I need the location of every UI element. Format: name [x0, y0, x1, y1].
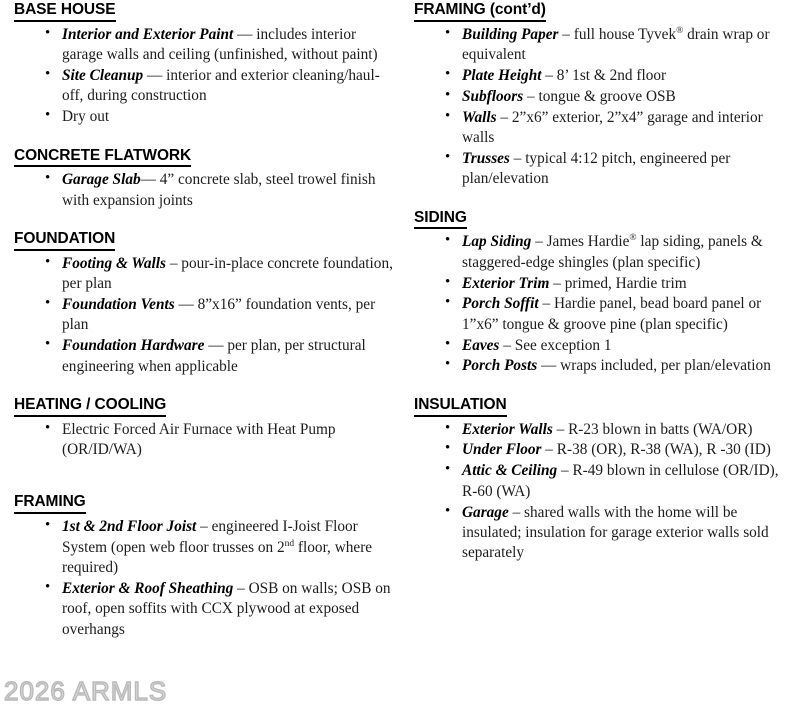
spec-list-item [14, 420, 394, 461]
section-spacer [414, 194, 794, 208]
spec-list-item: • Interior and Exterior Paint — includes interior garage walls and ceiling (unfinished, without paint) [14, 25, 394, 66]
spec-item-label: Foundation Vents [62, 296, 175, 314]
spec-item-text: wraps included, per plan/elevation [560, 357, 771, 375]
spec-item-label: Plate Height [462, 67, 542, 85]
spec-item-text: R-38 (OR), R-38 (WA), R -30 (ID) [556, 441, 771, 459]
spec-list [14, 170, 394, 211]
spec-item-text: James Hardie [546, 233, 630, 251]
spec-item-label: Garage [462, 503, 509, 521]
spec-list-item: • Exterior Trim – primed, Hardie trim [414, 274, 794, 294]
spec-list-item: • Exterior Walls – R-23 blown in batts (WA/OR) [414, 420, 794, 440]
spec-item-label: Walls [462, 108, 497, 126]
spec-item-text: shared walls with the home will be insulated; insulation for garage exterior walls sold separately [462, 503, 769, 562]
section-heading: FRAMING (cont’d) [414, 0, 546, 22]
spec-list [14, 420, 394, 461]
spec-item-label: Attic & Ceiling [462, 462, 558, 480]
spec-list-item: • 1st & 2nd Floor Joist – engineered I-Joist Floor System (open web floor trusses on 2nd floor, where required) [14, 517, 394, 578]
spec-item-label: 1st & 2nd Floor Joist [62, 518, 197, 536]
spec-item-text: Hardie panel, bead board panel or 1”x6” tongue & groove pine (plan specific) [462, 295, 762, 333]
spec-list-item: • Trusses – typical 4:12 pitch, engineered per plan/elevation [414, 149, 794, 190]
spec-item-label: Garage Slab [62, 171, 141, 189]
spec-item-text: OSB on walls; OSB on roof, open soffits with CCX plywood at exposed overhangs [62, 579, 391, 638]
spec-list-item: • Garage Slab— 4” concrete slab, steel trowel finish with expansion joints [14, 170, 394, 211]
spec-list-item: • Plate Height – 8’ 1st & 2nd floor [414, 66, 794, 86]
spec-item-text: primed, Hardie trim [564, 274, 687, 292]
spec-list [14, 517, 394, 640]
spec-item-text: tongue & groove OSB [538, 87, 676, 105]
spec-list-item: • Lap Siding – James Hardie® lap siding, panels & staggered-edge shingles (plan specific) [414, 232, 794, 273]
spec-item-label: Lap Siding [462, 233, 532, 251]
spec-item-text: See exception 1 [514, 336, 612, 354]
spec-list [414, 420, 794, 564]
section [14, 229, 394, 377]
spec-list-item: • Garage – shared walls with the home will be insulated; insulation for garage exterior walls sold separately [414, 503, 794, 564]
spec-list [14, 25, 394, 128]
section-spacer [414, 381, 794, 395]
section-spacer [14, 132, 394, 146]
spec-item-text-cont: drain wrap or equivalent [462, 25, 770, 64]
spec-item-label: Footing & Walls [62, 254, 166, 272]
section [414, 395, 794, 564]
spec-item-label: Trusses [462, 149, 510, 167]
spec-item-label: Building Paper [462, 25, 559, 43]
spec-list-item: • Foundation Hardware — per plan, per structural engineering when applicable [14, 336, 394, 377]
spec-list-item: • Attic & Ceiling – R-49 blown in cellulose (OR/ID), R-60 (WA) [414, 461, 794, 502]
spec-list [414, 232, 794, 376]
spec-item-text: Dry out [62, 108, 110, 126]
spec-item-text: R-49 blown in cellulose (OR/ID), R-60 (WA) [462, 462, 779, 500]
section [14, 395, 394, 461]
armls-watermark: 2026 ARMLS [4, 676, 168, 706]
section-heading: SIDING [414, 208, 467, 230]
spec-item-text: R-23 blown in batts (WA/OR) [568, 420, 753, 438]
left-column [14, 0, 394, 644]
section-heading: BASE HOUSE [14, 0, 116, 22]
spec-item-label: Exterior Walls [462, 420, 553, 438]
section [14, 0, 394, 128]
section [414, 208, 794, 377]
registered-trademark-icon: ® [676, 25, 684, 36]
spec-list-item: • Under Floor – R-38 (OR), R-38 (WA), R -30 (ID) [414, 440, 794, 460]
spec-item-text: per plan, per structural engineering when applicable [62, 337, 366, 375]
section [414, 0, 794, 190]
section-heading: INSULATION [414, 395, 507, 417]
section-spacer [14, 464, 394, 492]
spec-item-text: Electric Forced Air Furnace with Heat Pump (OR/ID/WA) [62, 420, 336, 459]
spec-item-label: Site Cleanup [62, 67, 144, 85]
spec-list-item: • Footing & Walls – pour-in-place concrete foundation, per plan [14, 254, 394, 295]
spec-list [14, 254, 394, 377]
spec-item-label: Foundation Hardware [62, 337, 205, 355]
spec-list-item: • Building Paper – full house Tyvek® drain wrap or equivalent [414, 25, 794, 66]
spec-item-label: Porch Posts [462, 357, 538, 375]
spec-item-label: Exterior & Roof Sheathing [62, 579, 234, 597]
ordinal-suffix: nd [284, 538, 295, 549]
section [14, 146, 394, 212]
spec-list [414, 25, 794, 190]
section [14, 492, 394, 639]
spec-list-item: • Walls – 2”x6” exterior, 2”x4” garage and interior walls [414, 108, 794, 149]
spec-list-item: • Foundation Vents — 8”x16” foundation vents, per plan [14, 295, 394, 336]
section-spacer [14, 215, 394, 229]
spec-list-item: • Subfloors – tongue & groove OSB [414, 87, 794, 107]
spec-list-item: • Porch Soffit – Hardie panel, bead board panel or 1”x6” tongue & groove pine (plan specific) [414, 294, 794, 335]
spec-item-text: engineered I-Joist Floor System (open web floor trusses on 2 [62, 518, 358, 556]
spec-list-item: • Exterior & Roof Sheathing – OSB on walls; OSB on roof, open soffits with CCX plywood at exposed overhangs [14, 579, 394, 640]
spec-list-item [14, 107, 394, 127]
spec-item-text: includes interior garage walls and ceiling (unfinished, without paint) [62, 25, 378, 64]
spec-item-label: Exterior Trim [462, 274, 550, 292]
spec-item-text: typical 4:12 pitch, engineered per plan/elevation [462, 149, 731, 188]
spec-item-text: 8’ 1st & 2nd floor [556, 67, 667, 85]
spec-item-text-cont: lap siding, panels & staggered-edge shingles (plan specific) [462, 233, 763, 271]
spec-item-text: 8”x16” foundation vents, per plan [62, 296, 376, 334]
section-heading: FRAMING [14, 492, 86, 514]
spec-item-label: Porch Soffit [462, 295, 539, 313]
section-heading: HEATING / COOLING [14, 395, 166, 417]
spec-item-text: 4” concrete slab, steel trowel finish with expansion joints [62, 171, 376, 209]
spec-item-text: interior and exterior cleaning/haul-off, during construction [62, 67, 380, 105]
spec-list-item: • Porch Posts — wraps included, per plan/elevation [414, 356, 794, 376]
spec-item-text-cont: floor, where required) [62, 538, 373, 576]
spec-item-text: pour-in-place concrete foundation, per plan [62, 254, 393, 293]
spec-item-text: 2”x6” exterior, 2”x4” garage and interior walls [462, 108, 763, 147]
spec-item-text: full house Tyvek [573, 25, 677, 43]
spec-item-label: Subfloors [462, 87, 524, 105]
right-column [414, 0, 794, 568]
spec-item-label: Interior and Exterior Paint [62, 25, 234, 43]
registered-trademark-icon: ® [629, 233, 637, 244]
spec-list-item: • Eaves – See exception 1 [414, 336, 794, 356]
section-heading: CONCRETE FLATWORK [14, 146, 191, 168]
spec-list-item: • Site Cleanup — interior and exterior cleaning/haul-off, during construction [14, 66, 394, 107]
section-spacer [14, 381, 394, 395]
spec-item-label: Under Floor [462, 441, 542, 459]
section-heading: FOUNDATION [14, 229, 115, 251]
spec-item-label: Eaves [462, 336, 500, 354]
